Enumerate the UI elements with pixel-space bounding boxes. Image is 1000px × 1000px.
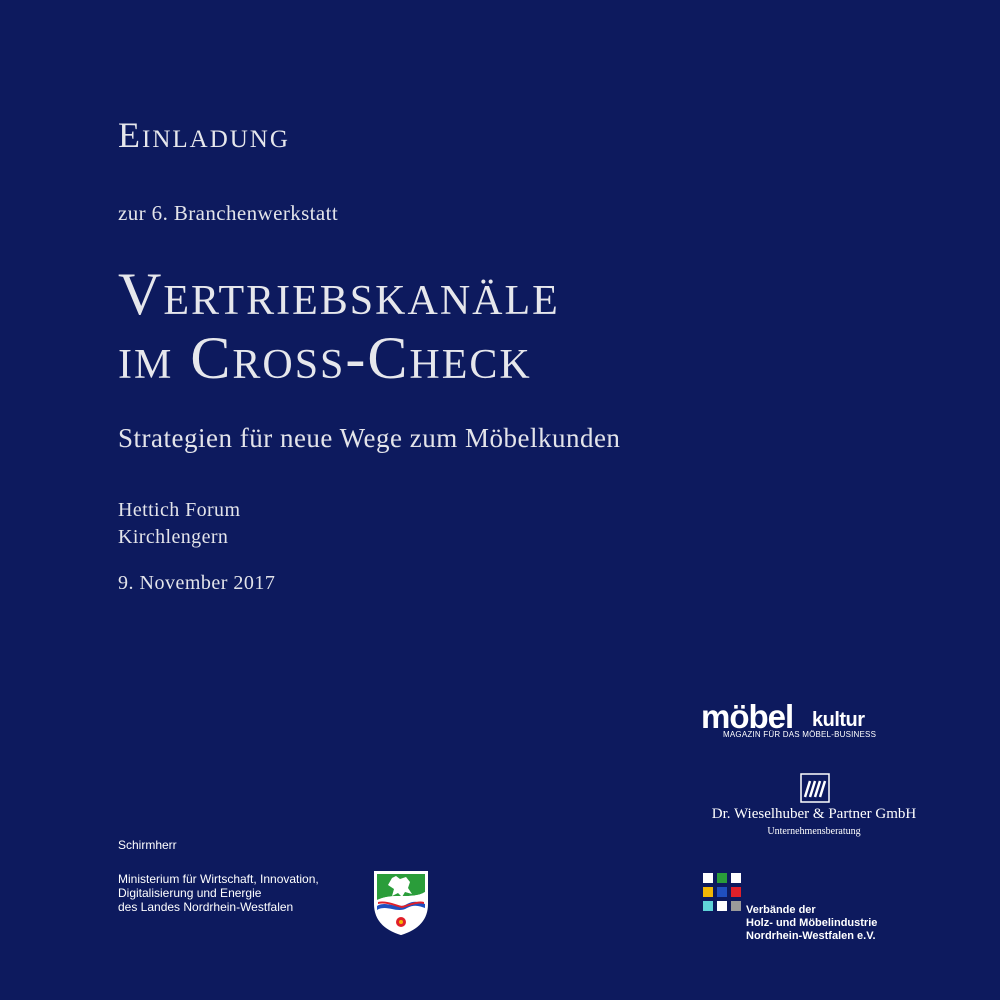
ministry-name [118,872,319,914]
verbaende-line3: Nordrhein-Westfalen e.V. [746,930,876,942]
event-date: 9. November 2017 [118,572,276,594]
verbaende-logo-square [731,887,741,897]
event-title [118,262,560,390]
moebelkultur-logo-suffix: kultur [812,709,865,731]
patron-label: Schirmherr [118,838,177,852]
venue-name: Hettich Forum [118,499,241,521]
wieselhuber-subtitle: Unternehmensberatung [767,826,861,837]
venue [118,497,240,551]
wieselhuber-name: Dr. Wieselhuber & Partner GmbH [711,806,917,822]
event-title-line2: im Cross-Check [118,325,532,391]
verbaende-logo-square [717,887,727,897]
verbaende-logo-square [717,901,727,911]
moebelkultur-logo [701,698,879,744]
verbaende-logo-icon [703,873,745,915]
verbaende-logo-square [731,873,741,883]
verbaende-logo-square [703,873,713,883]
event-title-line1: Vertriebskanäle [118,261,560,327]
verbaende-name [746,904,877,943]
ministry-line1: Ministerium für Wirtschaft, Innovation, [118,872,319,886]
ministry-line2: Digitalisierung und Energie [118,886,262,900]
verbaende-logo-square [717,873,727,883]
verbaende-logo-square [703,887,713,897]
verbaende-line1: Verbände der [746,904,816,916]
nrw-coat-of-arms-icon [372,870,430,936]
invitation-heading: Einladung [118,115,290,155]
wieselhuber-logo-icon [800,773,830,803]
event-line: zur 6. Branchenwerkstatt [118,201,339,225]
moebelkultur-tagline: MAGAZIN FÜR DAS MÖBEL-BUSINESS [723,730,877,739]
verbaende-logo-square [731,901,741,911]
ministry-line3: des Landes Nordrhein-Westfalen [118,900,294,914]
verbaende-logo-square [703,901,713,911]
verbaende-line2: Holz- und Möbelindustrie [746,917,878,929]
event-tagline: Strategien für neue Wege zum Möbelkunden [118,423,621,453]
moebelkultur-logo-main: möbel [701,698,794,735]
venue-city: Kirchlengern [118,526,229,548]
